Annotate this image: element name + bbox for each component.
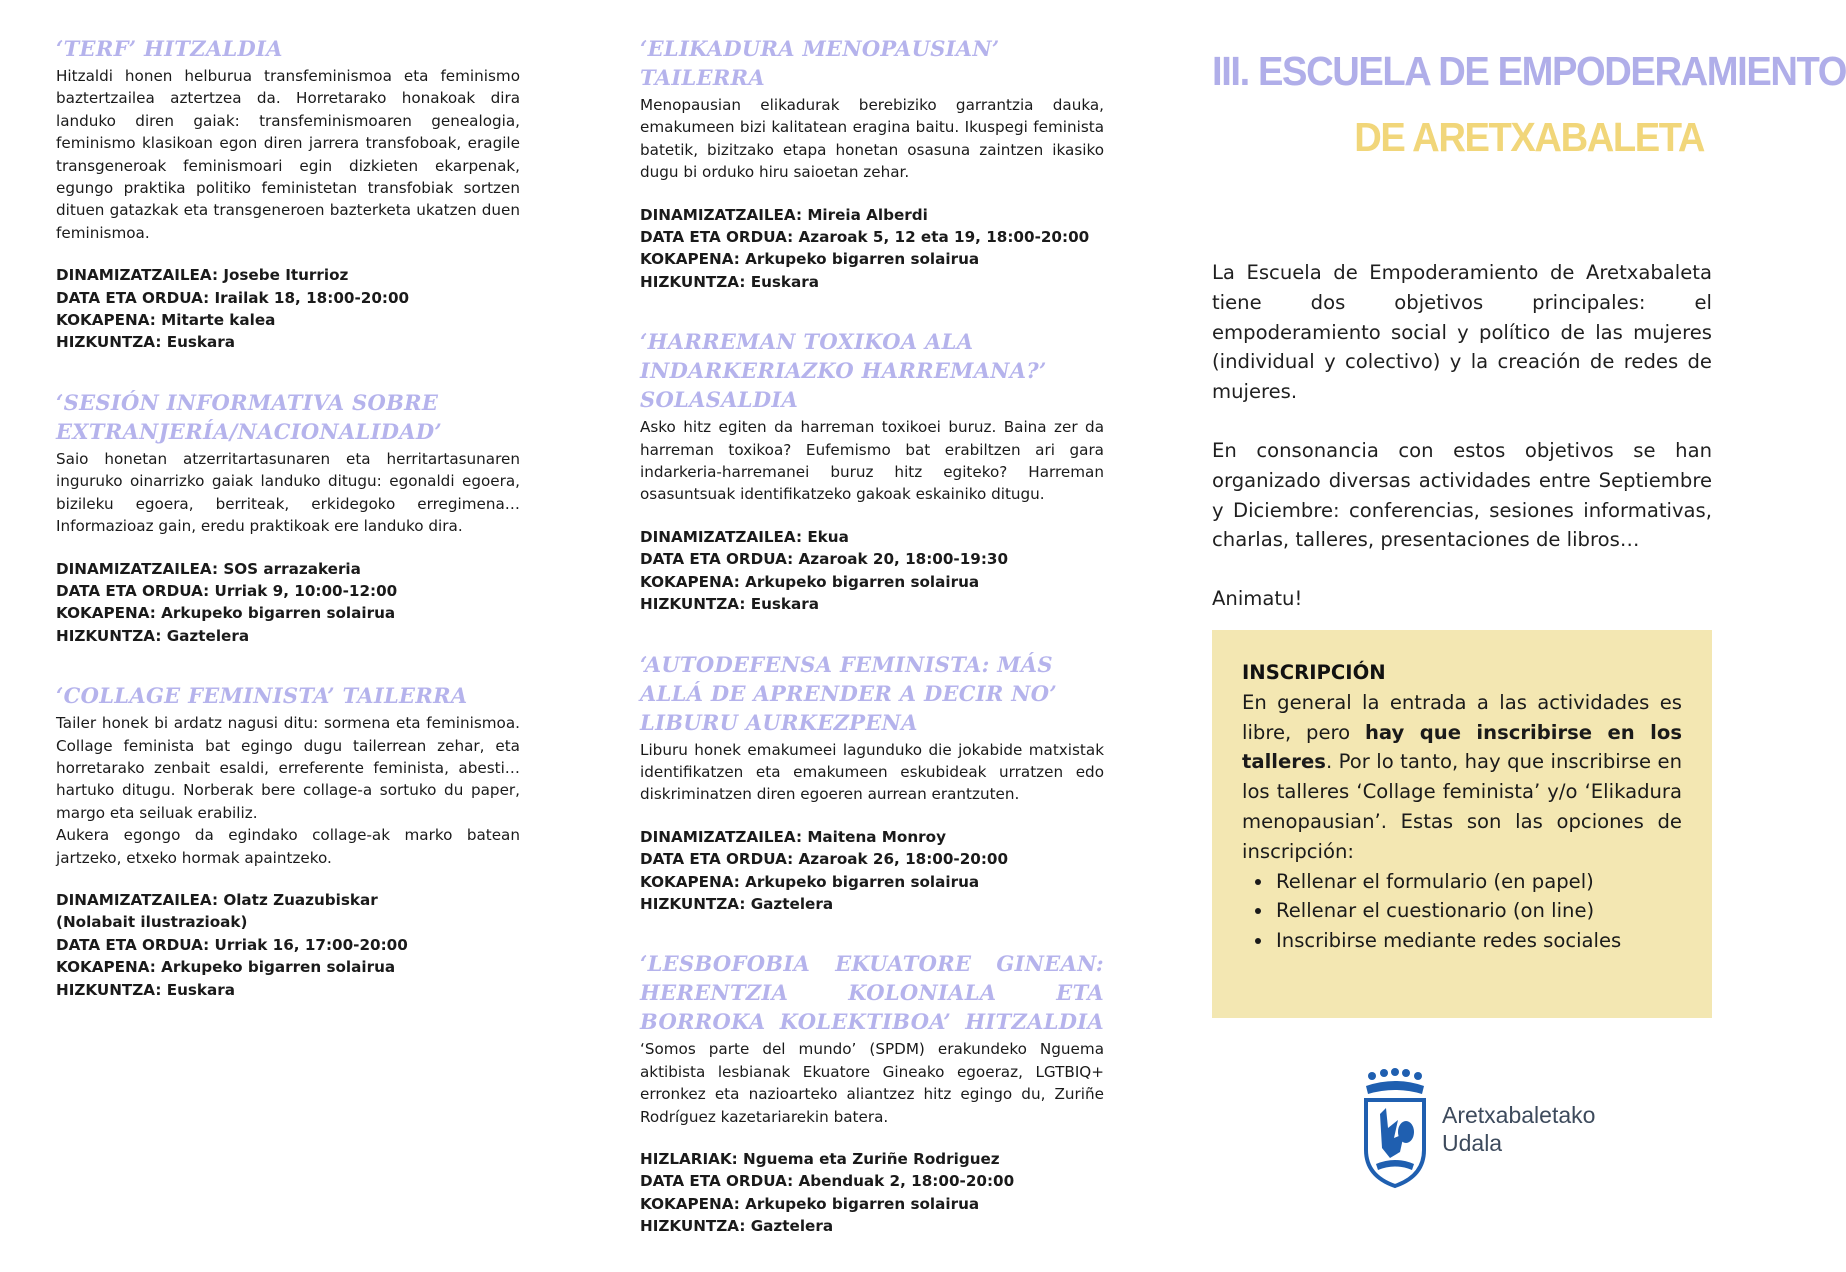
event-description — [56, 712, 520, 869]
event-meta-row: DINAMIZATZAILEA: SOS arrazakeria — [56, 559, 361, 578]
municipality-logo — [1360, 1068, 1595, 1190]
event-meta-row: HIZLARIAK: Nguema eta Zuriñe Rodriguez — [640, 1149, 1000, 1168]
event-title: ‘TERF’ HITZALDIA — [56, 36, 283, 61]
event-description: Hitzaldi honen helburua transfeminismoa eta feminismo baztertzailea aztertzea da. Horretarako honakoak dira landuko diren gaiak: transfeminismoaren genealogia, feminismo klasikoan egon diren jarrera transfoboak, eragile transgeneroak feminismoari egin dizkieten ekarpenak, egungo praktika politiko feministetan transfobiak sortzen dituen gatazkak eta transgeneroen bazterketa ukatzen duen feminismoa. — [56, 67, 520, 242]
intro-paragraph: La Escuela de Empoderamiento de Aretxabaleta tiene dos objetivos principales: el empoderamiento social y político de las mujeres (individual y colectivo) y la creación de redes de mujeres. — [1212, 261, 1712, 404]
event-meta-row: DINAMIZATZAILEA: Maitena Monroy — [640, 827, 946, 846]
inscription-option: • Rellenar el cuestionario (on line) — [1274, 896, 1682, 926]
event-meta-row: KOKAPENA: Arkupeko bigarren solairua — [640, 250, 980, 269]
coat-of-arms-icon — [1360, 1068, 1430, 1190]
event-extranjeria — [56, 388, 520, 647]
event-meta-row: HIZKUNTZA: Gaztelera — [640, 1217, 834, 1236]
intro-paragraph: En consonancia con estos objetivos se han organizado diversas actividades entre Septiembre y Diciembre: conferencias, sesiones informativas, charlas, talleres, presentaciones de libros… — [1212, 438, 1712, 552]
event-harreman — [640, 327, 1104, 615]
event-title: ‘ELIKADURA MENOPAUSIAN’ TAILERRA — [640, 36, 1000, 90]
event-meta-row: KOKAPENA: Arkupeko bigarren solairua — [640, 872, 980, 891]
event-meta-row: DATA ETA ORDUA: Urriak 9, 10:00-12:00 — [56, 581, 398, 600]
event-meta-row: KOKAPENA: Arkupeko bigarren solairua — [56, 958, 396, 977]
event-meta-row: DATA ETA ORDUA: Urriak 16, 17:00-20:00 — [56, 935, 408, 954]
event-lesbofobia — [640, 949, 1104, 1237]
event-meta-row: DATA ETA ORDUA: Irailak 18, 18:00-20:00 — [56, 288, 410, 307]
column-right — [1212, 38, 1846, 643]
event-title: ‘COLLAGE FEMINISTA’ TAILERRA — [56, 683, 468, 709]
logo-line-1: Aretxabaletako — [1442, 1102, 1596, 1128]
event-description-part: Tailer honek bi ardatz nagusi ditu: sormena eta feminismoa. Collage feminista bat egingo dugu tailerrean zehar, eta horretarako zenbait esaldi, erreferente feminista, abesti… hartuko ditugu. Norberak bere collage-a sortuko du paper, margo eta seiluak erabiliz. — [56, 714, 520, 822]
event-terf — [56, 34, 520, 354]
inscription-options — [1242, 867, 1682, 956]
event-title: ‘AUTODEFENSA FEMINISTA: MÁS ALLÁ DE APRENDER A DECIR NO’ LIBURU AURKEZPENA — [640, 651, 1057, 735]
logo-text — [1442, 1101, 1595, 1157]
event-description: Menopausian elikadurak berebiziko garrantzia dauka, emakumeen bizi kalitatean eragina baitu. Ikuspegi feminista batetik, bizitzako etapa honetan osasuna zaintzen ikasiko dugu bi orduko hiru saioetan zehar. — [640, 96, 1104, 182]
event-meta-row: DATA ETA ORDUA: Azaroak 5, 12 eta 19, 18:00-20:00 — [640, 228, 1090, 247]
event-title: ‘SESIÓN INFORMATIVA SOBRE EXTRANJERÍA/NACIONALIDAD’ — [56, 389, 442, 444]
event-meta-row: HIZKUNTZA: Gaztelera — [56, 626, 250, 645]
event-meta-row: HIZKUNTZA: Gaztelera — [640, 894, 834, 913]
event-description: ‘Somos parte del mundo’ (SPDM) erakundeko Nguema aktibista lesbianak Ekuatore Gineako egoeraz, LGTBIQ+ erronkez eta nazioarteko aliantzez hitz egingo du, Zuriñe Rodríguez kazetariarekin batera. — [640, 1040, 1104, 1126]
event-meta-row: DATA ETA ORDUA: Azaroak 26, 18:00-20:00 — [640, 850, 1009, 869]
event-meta-row: (Nolabait ilustrazioak) — [56, 913, 248, 932]
event-meta-row: DINAMIZATZAILEA: Ekua — [640, 527, 849, 546]
event-meta-row: HIZKUNTZA: Euskara — [56, 980, 236, 999]
event-description-part: Aukera egongo da egindako collage-ak marko batean jartzeko, etxeko hormak apaintzeko. — [56, 826, 520, 867]
column-left — [56, 34, 520, 1035]
logo-line-2: Udala — [1442, 1130, 1503, 1156]
inscription-box — [1212, 630, 1712, 1018]
event-autodefensa — [640, 650, 1104, 916]
event-meta-row: KOKAPENA: Arkupeko bigarren solairua — [640, 1194, 980, 1213]
event-elikadura — [640, 34, 1104, 293]
inscription-text: En general la entrada a las actividades es libre, pero hay que inscribirse en los talleres. Por lo tanto, hay que inscribirse en los talleres ‘Collage feminista’ y/o ‘Elikadura menopausian’. Estas son las opciones de inscripción: — [1242, 690, 1682, 863]
event-description: Liburu honek emakumeei lagunduko die jokabide matxistak identifikatzen eta emakumeen eskubideak urratzen edo diskriminatzen diren egoeren aurrean erantzuten. — [640, 740, 1104, 804]
event-description: Saio honetan atzerritartasunaren eta herritartasunaren inguruko oinarrizko gaiak landuko ditugu: egonaldi egoera, bizileku egoera, berriteak, erkidegoko erregimena… Informazioaz gain, eredu praktikoak ere landuko dira. — [56, 449, 520, 536]
event-meta-row: HIZKUNTZA: Euskara — [56, 333, 236, 352]
intro-text — [1212, 258, 1712, 614]
event-meta-row: HIZKUNTZA: Euskara — [640, 595, 820, 614]
event-title: ‘HARREMAN TOXIKOA ALA INDARKERIAZKO HARREMANA?’ SOLASALDIA — [640, 329, 1047, 413]
event-meta-row: DINAMIZATZAILEA: Josebe Iturrioz — [56, 266, 349, 285]
event-collage — [56, 681, 520, 1001]
event-meta-row: DINAMIZATZAILEA: Mireia Alberdi — [640, 205, 928, 224]
event-meta-row: DINAMIZATZAILEA: Olatz Zuazubiskar — [56, 890, 378, 909]
school-title-line-2: DE ARETXABALETA — [1354, 114, 1704, 160]
event-meta-row: KOKAPENA: Arkupeko bigarren solairua — [640, 572, 980, 591]
event-title: ‘LESBOFOBIA EKUATORE GINEAN: HERENTZIA KOLONIALA ETA BORROKA KOLEKTIBOA’ HITZALDIA — [640, 951, 1104, 1035]
intro-closing: Animatu! — [1212, 587, 1303, 611]
event-meta-row: DATA ETA ORDUA: Abenduak 2, 18:00-20:00 — [640, 1172, 1015, 1191]
school-title-line-1: III. ESCUELA DE EMPODERAMIENTO — [1212, 48, 1846, 94]
event-description: Asko hitz egiten da harreman toxikoei buruz. Baina zer da harreman toxikoa? Eufemismo bat erabiltzen ari gara indarkeria-harremanei buruz hitz egiteko? Harreman osasuntsuak identifikatzeko gakoak eskainiko ditugu. — [640, 418, 1104, 504]
event-meta-row: KOKAPENA: Mitarte kalea — [56, 311, 276, 330]
event-meta-row: KOKAPENA: Arkupeko bigarren solairua — [56, 604, 396, 623]
column-middle — [640, 34, 1104, 1272]
inscription-option: • Inscribirse mediante redes sociales — [1274, 926, 1682, 956]
inscription-option: • Rellenar el formulario (en papel) — [1274, 867, 1682, 897]
event-meta-row: DATA ETA ORDUA: Azaroak 20, 18:00-19:30 — [640, 550, 1009, 569]
inscription-title: INSCRIPCIÓN — [1242, 661, 1386, 684]
event-meta-row: HIZKUNTZA: Euskara — [640, 272, 820, 291]
